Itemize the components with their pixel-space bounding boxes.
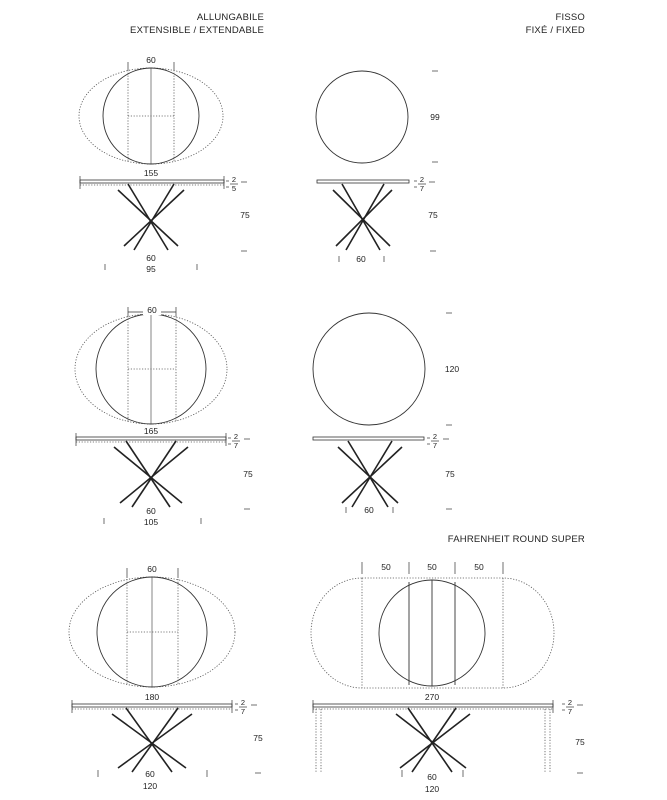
row3-super-length: 270 (424, 692, 440, 702)
row3-super-elevation (313, 700, 553, 777)
row3-extendable-elevation (72, 700, 232, 777)
row2-ext-height: 75 (243, 469, 253, 479)
row2-fixed-plan (313, 313, 452, 425)
row3-ext-height: 75 (253, 733, 263, 743)
row3-super-leaf-3: 50 (474, 562, 484, 572)
row3-ext-length: 180 (144, 692, 160, 702)
row1-fix-thickness-a: 2 (419, 175, 425, 184)
row1-ext-thickness-a: 2 (231, 175, 237, 184)
row3-super-base-inner: 60 (427, 772, 437, 782)
row2-ext-thickness-b: 7 (233, 441, 239, 450)
header-fixed-line2: FIXÉ / FIXED (525, 25, 585, 36)
row2-ext-length: 165 (143, 426, 159, 436)
row3-ext-thickness-a: 2 (240, 698, 246, 707)
row1-extendable-plan (79, 62, 223, 164)
row2-fix-thickness-a: 2 (432, 432, 438, 441)
row2-ext-base-inner: 60 (146, 506, 156, 516)
row1-fix-height: 75 (428, 210, 438, 220)
row2-fixed-elevation (313, 437, 424, 507)
row2-fix-diameter: 120 (444, 364, 460, 374)
row3-extendable-plan (69, 568, 235, 687)
row2-ext-base-outer: 105 (143, 517, 159, 527)
row1-ext-base-outer: 95 (146, 264, 156, 274)
row1-ext-height: 75 (240, 210, 250, 220)
row1-ext-base-inner: 60 (146, 253, 156, 263)
row1-fix-base: 60 (356, 254, 366, 264)
row3-super-thickness-a: 2 (567, 698, 573, 707)
row1-ext-length: 155 (143, 168, 159, 178)
row2-ext-top-width: 60 (147, 305, 157, 315)
row1-ext-top-width: 60 (146, 55, 156, 65)
row1-fix-thickness-b: 7 (419, 184, 425, 193)
row1-fixed-elevation (317, 180, 409, 250)
row3-ext-base-outer: 120 (142, 781, 158, 791)
row2-fix-base: 60 (364, 505, 374, 515)
header-super-title: FAHRENHEIT ROUND SUPER (447, 534, 585, 545)
row2-fix-height: 75 (445, 469, 455, 479)
row1-fix-diameter: 99 (430, 112, 440, 122)
header-fixed-line1: FISSO (555, 12, 585, 23)
row3-super-leaf-1: 50 (381, 562, 391, 572)
row3-super-plan (311, 562, 554, 688)
header-extendable-line1: ALLUNGABILE (196, 12, 264, 23)
row3-super-height: 75 (575, 737, 585, 747)
row3-ext-thickness-b: 7 (240, 707, 246, 716)
row1-fixed-plan (316, 71, 438, 163)
row1-ext-thickness-b: 5 (231, 184, 237, 193)
row3-super-base-outer: 120 (424, 784, 440, 794)
row3-ext-top-width: 60 (147, 564, 157, 574)
row2-extendable-plan (75, 307, 227, 424)
row3-super-leaf-2: 50 (427, 562, 437, 572)
row2-ext-thickness-a: 2 (233, 432, 239, 441)
row3-super-thickness-b: 7 (567, 707, 573, 716)
row3-ext-base-inner: 60 (145, 769, 155, 779)
row2-fix-thickness-b: 7 (432, 441, 438, 450)
header-extendable-line2: EXTENSIBLE / EXTENDABLE (130, 25, 264, 36)
